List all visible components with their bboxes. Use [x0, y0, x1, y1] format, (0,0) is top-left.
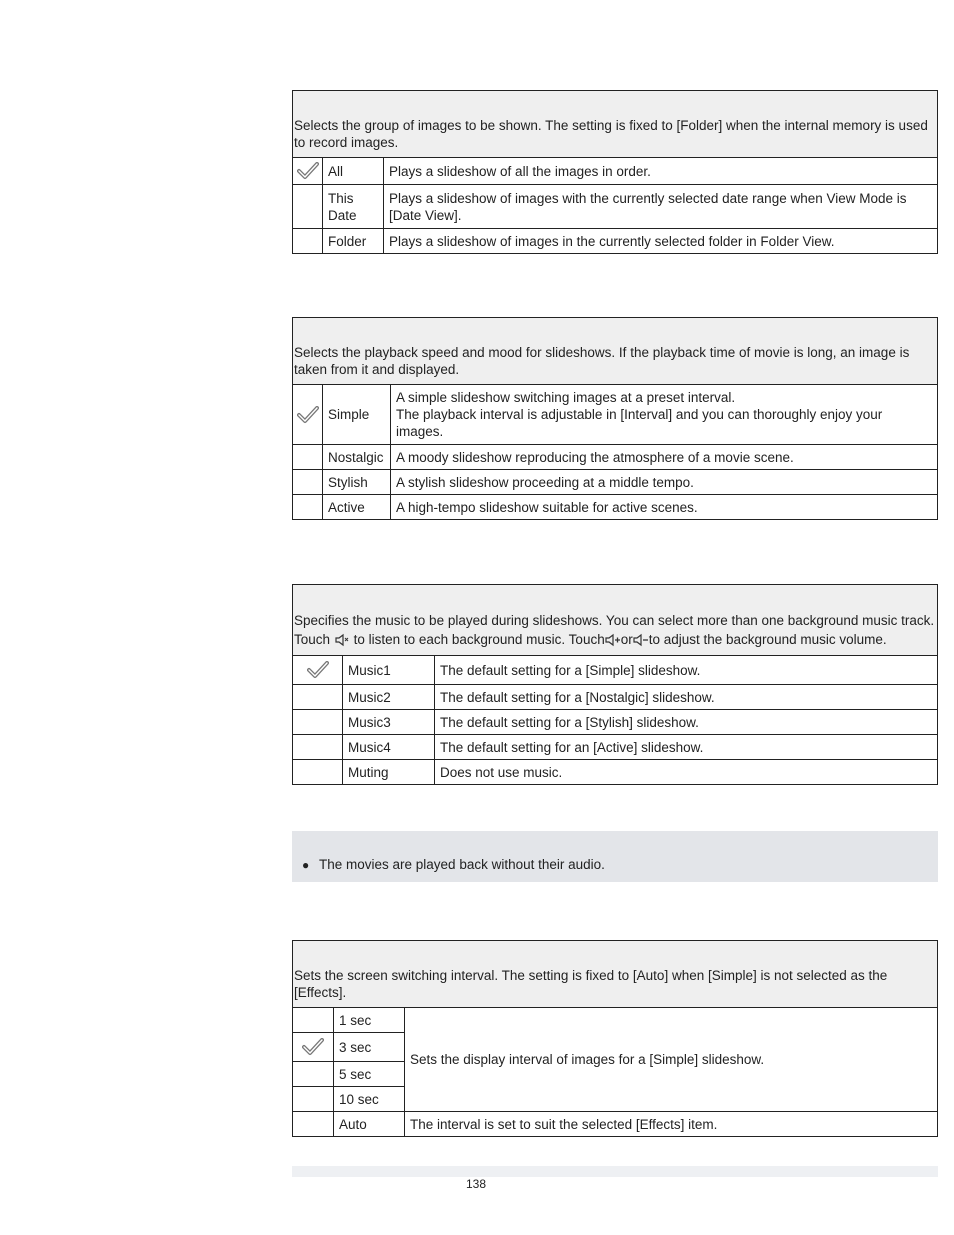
- check-cell: [293, 1112, 334, 1137]
- footer-bar: [292, 1166, 938, 1177]
- option-label: Music1: [343, 656, 435, 685]
- check-cell: [293, 385, 323, 445]
- selection-table: [292, 90, 938, 254]
- option-label: Active: [323, 495, 391, 520]
- selection-description: Selects the group of images to be shown. The setting is fixed to [Folder] when the internal memory is used to record images.: [293, 91, 938, 158]
- volume-down-icon: [633, 633, 649, 647]
- option-label: Simple: [323, 385, 391, 445]
- check-cell: [293, 1008, 334, 1033]
- music-section: [292, 584, 938, 785]
- option-label: 3 sec: [334, 1033, 405, 1062]
- option-text: A stylish slideshow proceeding at a middle tempo.: [391, 470, 938, 495]
- option-label: All: [323, 158, 384, 185]
- checkmark-icon: [302, 1038, 324, 1056]
- option-label: 5 sec: [334, 1062, 405, 1087]
- option-text: [391, 385, 938, 445]
- interval-table: [292, 940, 938, 1137]
- bullet-icon: ●: [302, 858, 310, 872]
- option-text: The interval is set to suit the selected [Effects] item.: [405, 1112, 938, 1137]
- checkmark-icon: [297, 406, 319, 424]
- checkmark-icon: [297, 162, 319, 180]
- option-text-line1: A simple slideshow switching images at a preset interval.: [396, 390, 736, 405]
- music-desc-or: or: [620, 632, 633, 647]
- option-text: A high-tempo slideshow suitable for active scenes.: [391, 495, 938, 520]
- interval-section: [292, 940, 938, 1137]
- option-label: This Date: [323, 185, 384, 229]
- option-label: Auto: [334, 1112, 405, 1137]
- music-desc-part1: Specifies the music to be played during slideshows. You can select more than one background music track. Touch: [294, 613, 935, 647]
- music-table: [292, 584, 938, 785]
- table-row: [293, 685, 938, 710]
- option-label: 10 sec: [334, 1087, 405, 1112]
- check-cell: [293, 470, 323, 495]
- table-row: [293, 710, 938, 735]
- table-row: [293, 158, 938, 185]
- option-label: Music3: [343, 710, 435, 735]
- check-cell: [293, 685, 343, 710]
- option-text: The default setting for an [Active] slideshow.: [435, 735, 938, 760]
- selection-section: [292, 90, 938, 254]
- table-row: [293, 1112, 938, 1137]
- interval-description: Sets the screen switching interval. The setting is fixed to [Auto] when [Simple] is not selected as the [Effects].: [293, 941, 938, 1008]
- option-text: Does not use music.: [435, 760, 938, 785]
- checkmark-icon: [307, 661, 329, 679]
- check-cell: [293, 760, 343, 785]
- speaker-icon: [334, 633, 350, 647]
- table-row: [293, 495, 938, 520]
- check-cell: [293, 1033, 334, 1062]
- option-text: The default setting for a [Simple] slideshow.: [435, 656, 938, 685]
- check-cell: [293, 158, 323, 185]
- table-row: [293, 760, 938, 785]
- effects-description: Selects the playback speed and mood for slideshows. If the playback time of movie is long, an image is taken from it and displayed.: [293, 318, 938, 385]
- table-row: [293, 229, 938, 254]
- option-text-line2: The playback interval is adjustable in [Interval] and you can thoroughly enjoy your images.: [396, 407, 883, 439]
- option-text: Plays a slideshow of images with the currently selected date range when View Mode is [Date View].: [384, 185, 938, 229]
- check-cell: [293, 229, 323, 254]
- check-cell: [293, 710, 343, 735]
- option-text: A moody slideshow reproducing the atmosphere of a movie scene.: [391, 445, 938, 470]
- check-cell: [293, 1062, 334, 1087]
- option-label: Stylish: [323, 470, 391, 495]
- check-cell: [293, 1087, 334, 1112]
- note-text: The movies are played back without their audio.: [319, 857, 605, 872]
- effects-table: [292, 317, 938, 520]
- table-row: [293, 656, 938, 685]
- music-description: [293, 585, 938, 656]
- option-label: Muting: [343, 760, 435, 785]
- music-desc-part3: to adjust the background music volume.: [648, 632, 887, 647]
- option-label: Nostalgic: [323, 445, 391, 470]
- table-row: [293, 735, 938, 760]
- option-text: Plays a slideshow of images in the currently selected folder in Folder View.: [384, 229, 938, 254]
- option-label: Music2: [343, 685, 435, 710]
- volume-up-icon: [605, 633, 621, 647]
- page-number: 138: [466, 1177, 487, 1191]
- option-text: Plays a slideshow of all the images in order.: [384, 158, 938, 185]
- check-cell: [293, 656, 343, 685]
- check-cell: [293, 735, 343, 760]
- option-text: The default setting for a [Nostalgic] slideshow.: [435, 685, 938, 710]
- table-row: [293, 185, 938, 229]
- option-label: 1 sec: [334, 1008, 405, 1033]
- table-row: [293, 470, 938, 495]
- option-label: Folder: [323, 229, 384, 254]
- effects-section: [292, 317, 938, 520]
- check-cell: [293, 495, 323, 520]
- option-text: Sets the display interval of images for a [Simple] slideshow.: [405, 1008, 938, 1112]
- check-cell: [293, 185, 323, 229]
- table-row: [293, 1008, 938, 1033]
- option-label: Music4: [343, 735, 435, 760]
- table-row: [293, 385, 938, 445]
- table-row: [293, 445, 938, 470]
- note-box: [292, 831, 938, 882]
- option-text: The default setting for a [Stylish] slideshow.: [435, 710, 938, 735]
- check-cell: [293, 445, 323, 470]
- music-desc-part2: to listen to each background music. Touch: [353, 632, 605, 647]
